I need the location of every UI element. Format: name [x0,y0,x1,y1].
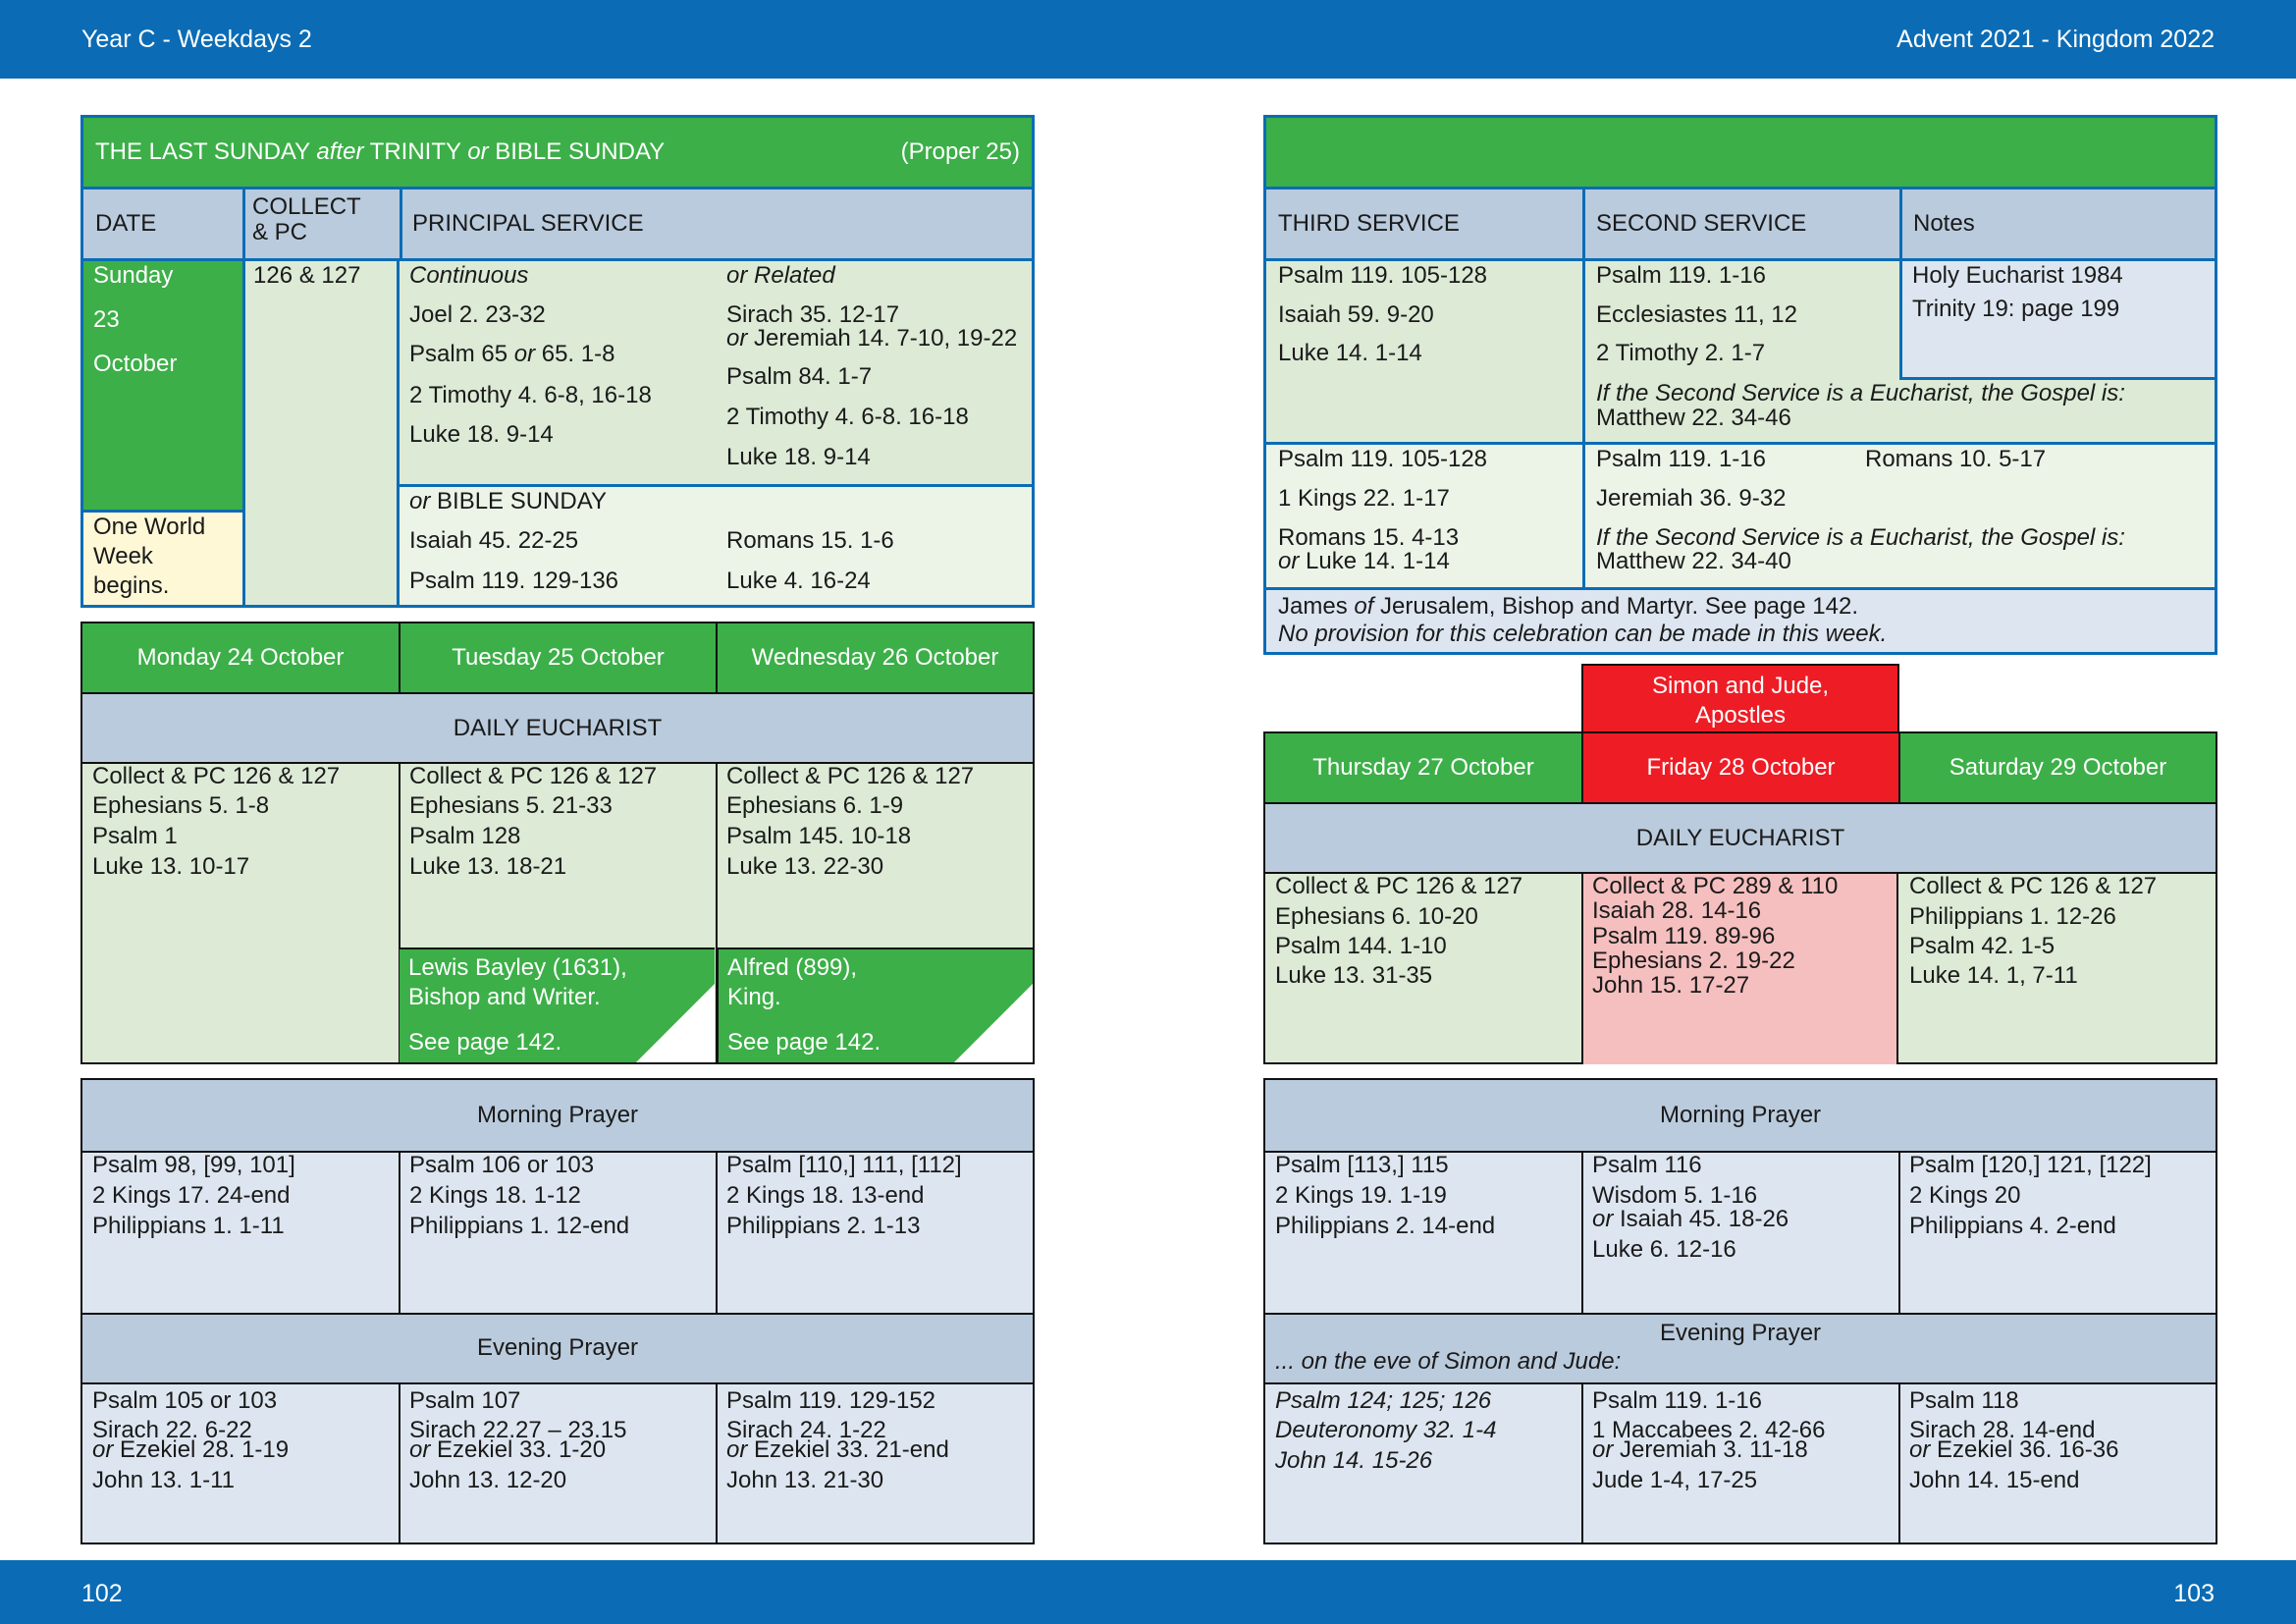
reading-line: Ephesians 6. 1-9 [726,792,904,819]
second-reading: Romans 10. 5-17 [1865,446,2047,472]
reading-line: Psalm 119. 89-96 [1592,923,1776,949]
col-date: DATE [95,210,157,237]
left-daily-eucharist-header [82,692,1033,762]
reading-line: Philippians 2. 14-end [1275,1213,1496,1239]
reading-line: Philippians 1. 1-11 [92,1213,285,1239]
james-note-row [1266,587,2215,652]
col-collect-1: COLLECT [252,193,361,220]
sunday-title-bar [83,118,1032,187]
gospel-note: If the Second Service is a Eucharist, the Gospel is: [1596,524,2125,551]
reading-text: Ezekiel 33. 1-20 [437,1436,607,1463]
sunday-services-table [1263,115,2217,655]
reading-line: Luke 13. 22-30 [726,853,884,880]
reading-text: Ezekiel 36. 16-36 [1937,1436,2119,1463]
second-reading: Ecclesiastes 11, 12 [1596,301,1797,328]
third-reading: Isaiah 59. 9-20 [1278,301,1434,328]
commem-line: See page 142. [408,1029,562,1056]
day-tuesday: Tuesday 25 October [399,623,716,692]
reading-line: Ephesians 2. 19-22 [1592,947,1795,974]
reading-line: Psalm [120,] 121, [122] [1909,1152,2152,1178]
date-month: October [93,351,178,377]
reading-line: John 14. 15-26 [1275,1447,1433,1474]
reading-line: Psalm 116 [1592,1152,1702,1178]
services-row-2 [1266,442,2215,587]
services-header-row [1266,187,2215,258]
or-label: or [726,1436,755,1463]
second-reading: Psalm 119. 1-16 [1596,262,1766,289]
day-saturday: Saturday 29 October [1898,733,2216,802]
third-reading: 1 Kings 22. 1-17 [1278,485,1450,512]
day-thursday: Thursday 27 October [1312,754,1534,781]
reading-line: Psalm [113,] 115 [1275,1152,1449,1178]
collect-value: 126 & 127 [253,262,361,289]
reading-line: Psalm 124; 125; 126 [1275,1387,1492,1414]
right-ep-header [1265,1313,2216,1382]
bible-reading: Psalm 119. 129-136 [409,568,619,594]
james-line-1: James of Jerusalem, Bishop and Martyr. See page 142. [1278,593,1858,620]
reading-line: Philippians 1. 12-end [409,1213,630,1239]
second-reading: Psalm 119. 1-16 [1596,446,1766,472]
note-line: Trinity 19: page 199 [1912,296,2120,322]
reading-line [1592,1205,1789,1234]
page-number-right: 103 [2173,1580,2215,1607]
reading-line: Psalm 128 [409,823,521,849]
reading-line: John 13. 1-11 [92,1467,235,1493]
reading-text: Ezekiel 33. 21-end [754,1436,949,1463]
date-cell [83,258,242,510]
reading-line: Ephesians 6. 10-20 [1275,903,1478,930]
gospel-reading: Matthew 22. 34-46 [1596,405,1791,431]
left-ep-header [82,1313,1033,1382]
commem-line: King. [727,984,781,1010]
corner-fold [636,984,715,1062]
reading-line: Psalm 106 or 103 [409,1152,595,1178]
one-world-week-cell [83,510,242,605]
morning-prayer-label: Morning Prayer [1659,1102,1822,1128]
reading-text: Jeremiah 3. 11-18 [1620,1436,1808,1463]
right-daily-eucharist-header [1265,802,2216,872]
left-day-header [82,623,1033,692]
cont-reading: 2 Timothy 4. 6-8, 16-18 [409,382,652,408]
reading-line: Wisdom 5. 1-16 [1592,1182,1758,1209]
reading-text: Ezekiel 28. 1-19 [120,1436,290,1463]
commem-line: Lewis Bayley (1631), [408,954,627,981]
note-line: Holy Eucharist 1984 [1912,262,2123,289]
reading-line: Psalm 119. 129-152 [726,1387,936,1414]
reading-line: 2 Kings 20 [1909,1182,2021,1209]
reading-line: Philippians 1. 12-26 [1909,903,2116,930]
col-divider [1582,261,1585,442]
reading-line: Philippians 2. 1-13 [726,1213,921,1239]
notes-cell [1899,261,2215,380]
col-divider [1899,189,1902,258]
owweek-line: Week [93,543,153,569]
related-label: or Related [726,262,835,289]
services-title-bar [1266,118,2215,187]
rel-reading: Sirach 35. 12-17 [726,301,900,328]
reading-line: Jude 1-4, 17-25 [1592,1467,1758,1493]
reading-line: Collect & PC 126 & 127 [409,763,658,789]
bible-sunday-label: or BIBLE SUNDAY [409,488,607,514]
principal-cell [400,258,1032,484]
simon-line: Simon and Jude, [1651,673,1830,699]
reading-line: Isaiah 28. 14-16 [1592,897,1762,924]
or-label: or [1592,1436,1621,1463]
commem-line: Bishop and Writer. [408,984,601,1010]
col-third: THIRD SERVICE [1278,210,1460,237]
commem-tuesday [400,947,715,1062]
corner-fold [954,984,1033,1062]
left-euch-cols [80,762,1035,958]
col-notes: Notes [1913,210,1975,237]
simon-line: Apostles [1694,702,1787,729]
reading-line: Collect & PC 126 & 127 [1909,873,2158,899]
reading-line: Deuteronomy 32. 1-4 [1275,1417,1497,1443]
reading-line: Luke 14. 1, 7-11 [1909,962,2078,989]
collect-cell [242,258,400,605]
col-divider [400,189,402,258]
continuous-label: Continuous [409,262,529,289]
left-mp-cols [80,1151,1035,1308]
bible-reading: Romans 15. 1-6 [726,527,894,554]
reading-line: Luke 6. 12-16 [1592,1236,1736,1263]
reading-line: Sirach 22.27 – 23.15 [409,1417,627,1443]
reading-line: Collect & PC 289 & 110 [1592,873,1839,899]
or-label: or [1592,1206,1621,1232]
reading-line: Psalm 107 [409,1387,521,1414]
reading-line: Luke 13. 10-17 [92,853,250,880]
commem-line: Alfred (899), [727,954,858,981]
reading-line: Collect & PC 126 & 127 [1275,873,1523,899]
reading-line: John 15. 17-27 [1592,972,1750,999]
cont-reading: Psalm 65 or 65. 1-8 [409,341,615,367]
header-right: Advent 2021 - Kingdom 2022 [1896,26,2215,53]
second-reading: 2 Timothy 2. 1-7 [1596,340,1766,366]
header-bar [0,0,2296,79]
proper-label: (Proper 25) [900,138,1020,165]
reading-line: Sirach 28. 14-end [1909,1417,2096,1443]
owweek-line: begins. [93,572,170,599]
eve-note: ... on the eve of Simon and Jude: [1275,1348,1622,1375]
right-day-header [1265,733,2216,802]
sunday-header-row [83,187,1032,258]
day-friday: Friday 28 October [1581,733,1898,802]
services-row-1 [1266,258,2215,442]
reading-line: Psalm 144. 1-10 [1275,933,1447,959]
reading-line: Sirach 22. 6-22 [92,1417,252,1443]
reading-text: Isaiah 45. 18-26 [1620,1206,1789,1232]
rel-reading: Luke 18. 9-14 [726,444,871,470]
cont-reading: Joel 2. 23-32 [409,301,546,328]
reading-line: Psalm 118 [1909,1387,2019,1414]
footer-bar [0,1560,2296,1624]
left-mp-header [82,1080,1033,1151]
date-day: Sunday [93,262,174,289]
reading-line: Psalm 42. 1-5 [1909,933,2056,959]
reading-line: Psalm [110,] 111, [112] [726,1152,962,1178]
cont-reading: Luke 18. 9-14 [409,421,554,448]
sunday-title: THE LAST SUNDAY after TRINITY or BIBLE SUNDAY [95,138,666,165]
date-num: 23 [93,306,120,333]
reading-line: Philippians 4. 2-end [1909,1213,2116,1239]
or-label: or [409,1436,438,1463]
reading-line [726,1435,949,1465]
second-reading: Jeremiah 36. 9-32 [1596,485,1787,512]
rel-reading: 2 Timothy 4. 6-8. 16-18 [726,404,969,430]
third-reading: Psalm 119. 105-128 [1278,446,1488,472]
reading-line: John 14. 15-end [1909,1467,2080,1493]
gospel-reading: Matthew 22. 34-40 [1596,548,1791,574]
commem-wednesday [717,947,1033,1062]
right-euch-cols [1263,872,2217,1058]
reading-line: Psalm 119. 1-16 [1592,1387,1762,1414]
left-ep-cols [80,1386,1035,1543]
third-reading: Luke 14. 1-14 [1278,340,1422,366]
reading-line: Psalm 105 or 103 [92,1387,278,1414]
page-number-left: 102 [81,1580,123,1607]
reading-line [1909,1435,2118,1465]
or-label: or [1909,1436,1938,1463]
reading-line [92,1435,289,1465]
reading-line: Ephesians 5. 1-8 [92,792,270,819]
or-label: or [92,1436,121,1463]
gospel-note: If the Second Service is a Eucharist, the Gospel is: [1596,380,2125,406]
reading-line: 1 Maccabees 2. 42-66 [1592,1417,1826,1443]
reading-line: Psalm 145. 10-18 [726,823,912,849]
reading-line: Sirach 24. 1-22 [726,1417,886,1443]
morning-prayer-label: Morning Prayer [476,1102,639,1128]
third-reading: or Luke 14. 1-14 [1278,548,1450,574]
reading-line: Ephesians 5. 21-33 [409,792,613,819]
reading-line [1592,1435,1808,1465]
daily-eucharist-label: DAILY EUCHARIST [453,715,663,741]
reading-line: 2 Kings 18. 13-end [726,1182,925,1209]
reading-line: John 13. 12-20 [409,1467,567,1493]
bible-sunday-cell [400,484,1032,605]
sunday-table [80,115,1035,608]
commem-line: See page 142. [727,1029,881,1056]
col-divider [1582,189,1585,258]
col-collect [242,189,245,258]
evening-prayer-label: Evening Prayer [1659,1320,1822,1346]
right-ep-cols [1263,1386,2217,1543]
reading-line: 2 Kings 17. 24-end [92,1182,291,1209]
reading-line: Psalm 98, [99, 101] [92,1152,295,1178]
reading-line: 2 Kings 18. 1-12 [409,1182,581,1209]
reading-line: Collect & PC 126 & 127 [726,763,975,789]
bible-reading: Luke 4. 16-24 [726,568,871,594]
third-reading: Romans 15. 4-13 [1278,524,1460,551]
evening-prayer-label: Evening Prayer [476,1334,639,1361]
rel-reading: or Jeremiah 14. 7-10, 19-22 [726,325,1018,352]
col-divider [1582,445,1585,587]
owweek-line: One World [93,514,206,540]
day-wednesday: Wednesday 26 October [716,623,1033,692]
header-left: Year C - Weekdays 2 [81,26,312,53]
right-mp-header [1265,1080,2216,1151]
daily-eucharist-label: DAILY EUCHARIST [1635,825,1845,851]
reading-line: 2 Kings 19. 1-19 [1275,1182,1447,1209]
simon-jude-tab [1581,664,1899,735]
reading-line: Psalm 1 [92,823,178,849]
right-mp-cols [1263,1151,2217,1308]
reading-line [409,1435,606,1465]
third-reading: Psalm 119. 105-128 [1278,262,1488,289]
bible-reading: Isaiah 45. 22-25 [409,527,579,554]
rel-reading: Psalm 84. 1-7 [726,363,873,390]
reading-line: Luke 13. 31-35 [1275,962,1433,989]
col-principal: PRINCIPAL SERVICE [412,210,644,237]
reading-line: Collect & PC 126 & 127 [92,763,341,789]
col-collect-2: & PC [252,219,308,245]
col-second: SECOND SERVICE [1596,210,1807,237]
day-monday: Monday 24 October [136,644,345,671]
reading-line: John 13. 21-30 [726,1467,884,1493]
james-line-2: No provision for this celebration can be made in this week. [1278,621,1888,647]
reading-line: Luke 13. 18-21 [409,853,567,880]
